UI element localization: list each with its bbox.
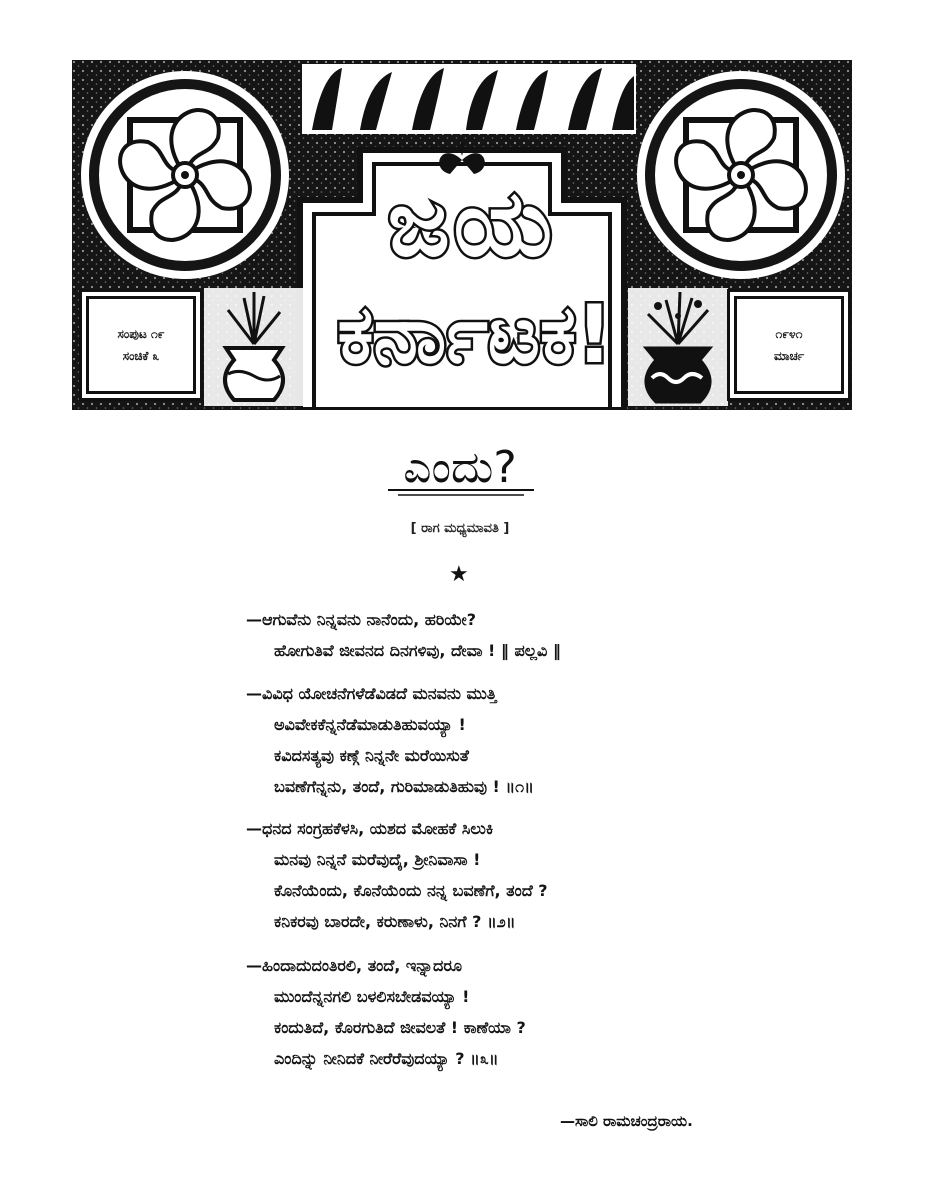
date-box (734, 296, 844, 394)
stanza-2 (246, 813, 706, 937)
poem-line: ಕೊನೆಯೆಂದು, ಕೊನೆಯೆಂದು ನನ್ನ ಬವಣೆಗೆ, ತಂದೆ ? (274, 881, 548, 900)
star-ornament: ★ (449, 562, 469, 587)
stanza-3 (246, 950, 706, 1074)
month-label: ಮಾರ್ಚ (773, 349, 805, 363)
poem-line: ಕನಿಕರವು ಬಾರದೇ, ಕರುಣಾಳು, ನಿನಗೆ ? ॥೨॥ (274, 912, 516, 931)
right-rosette-ornament (634, 68, 848, 282)
volume-label: ಸಂಪುಟ ೧೯ (117, 327, 165, 341)
year-label: ೧೯೪೧ (775, 327, 803, 341)
poem-line: ಹೋಗುತಿವೆ ಜೀವನದ ದಿನಗಳಿವು, ದೇವಾ ! ‖ ಪಲ್ಲವಿ ‖ (274, 641, 561, 660)
poem-line: ಮನವು ನಿನ್ನನೆ ಮರೆವುದೈ, ಶ್ರೀನಿವಾಸಾ ! (274, 850, 481, 869)
poem-line: ಕಂದುತಿದೆ, ಕೊರಗುತಿದೆ ಜೀವಲತೆ ! ಕಾಣೆಯಾ ? (274, 1018, 526, 1037)
author-signature: —ಸಾಲಿ ರಾಮಚಂದ್ರರಾಯ. (560, 1112, 693, 1130)
poem-line: —ಧನದ ಸಂಗ್ರಹಕೆಳಸಿ, ಯಶದ ಮೋಹಕೆ ಸಿಲುಕಿ (246, 819, 494, 838)
stanza-1 (246, 678, 706, 802)
poem-line: ಬವಣೆಗೆನ್ನನು, ತಂದೆ, ಗುರಿಮಾಡುತಿಹುವು ! ॥೧॥ (274, 777, 534, 796)
poem-line: ಮುಂದೆನ್ನನಗಲಿ ಬಳಲಿಸಬೇಡವಯ್ಯಾ ! (274, 987, 470, 1006)
poem-line: ಕವಿದಸತ್ಯವು ಕಣ್ಗೆ ನಿನ್ನನೇ ಮರೆಯಿಸುತೆ (274, 746, 469, 765)
masthead-banner (72, 60, 852, 410)
left-rosette-ornament (78, 68, 292, 282)
issue-label: ಸಂಚಿಕೆ ೩ (122, 349, 160, 363)
masthead-title-karnataka: ಕರ್ನಾಟಕ! (337, 288, 613, 381)
poem-line: —ಹಿಂದಾದುದಂತಿರಲಿ, ತಂದೆ, ಇನ್ನಾದರೂ (246, 956, 463, 975)
left-flower-pot (204, 288, 304, 406)
poem-line: —ವಿವಿಧ ಯೋಚನೆಗಳೆಡೆವಿಡದೆ ಮನವನು ಮುತ್ತಿ (246, 684, 497, 703)
masthead-title-jaya: ಜಯ (387, 170, 557, 277)
poem-line: ಅವಿವೇಕಕೆನ್ನನೆಡೆಮಾಡುತಿಹುವಯ್ಯಾ ! (274, 715, 466, 734)
poem-title: ಎಂದು? (403, 442, 517, 493)
leaf-frieze (302, 64, 636, 134)
right-flower-pot (628, 288, 728, 406)
volume-issue-box (86, 296, 196, 394)
raga-label: [ ರಾಗ ಮಧ್ಯಮಾವತಿ ] (410, 521, 510, 536)
poem-line: —ಆಗುವೆನು ನಿನ್ನವನು ನಾನೆಂದು, ಹರಿಯೇ? (246, 610, 476, 629)
poem-line: ಎಂದಿನ್ನು ನೀನಿದಕೆ ನೀರೆರೆವುದಯ್ಯಾ ? ॥೩॥ (274, 1049, 499, 1068)
title-underline (388, 488, 534, 498)
stanza-refrain (246, 604, 706, 666)
